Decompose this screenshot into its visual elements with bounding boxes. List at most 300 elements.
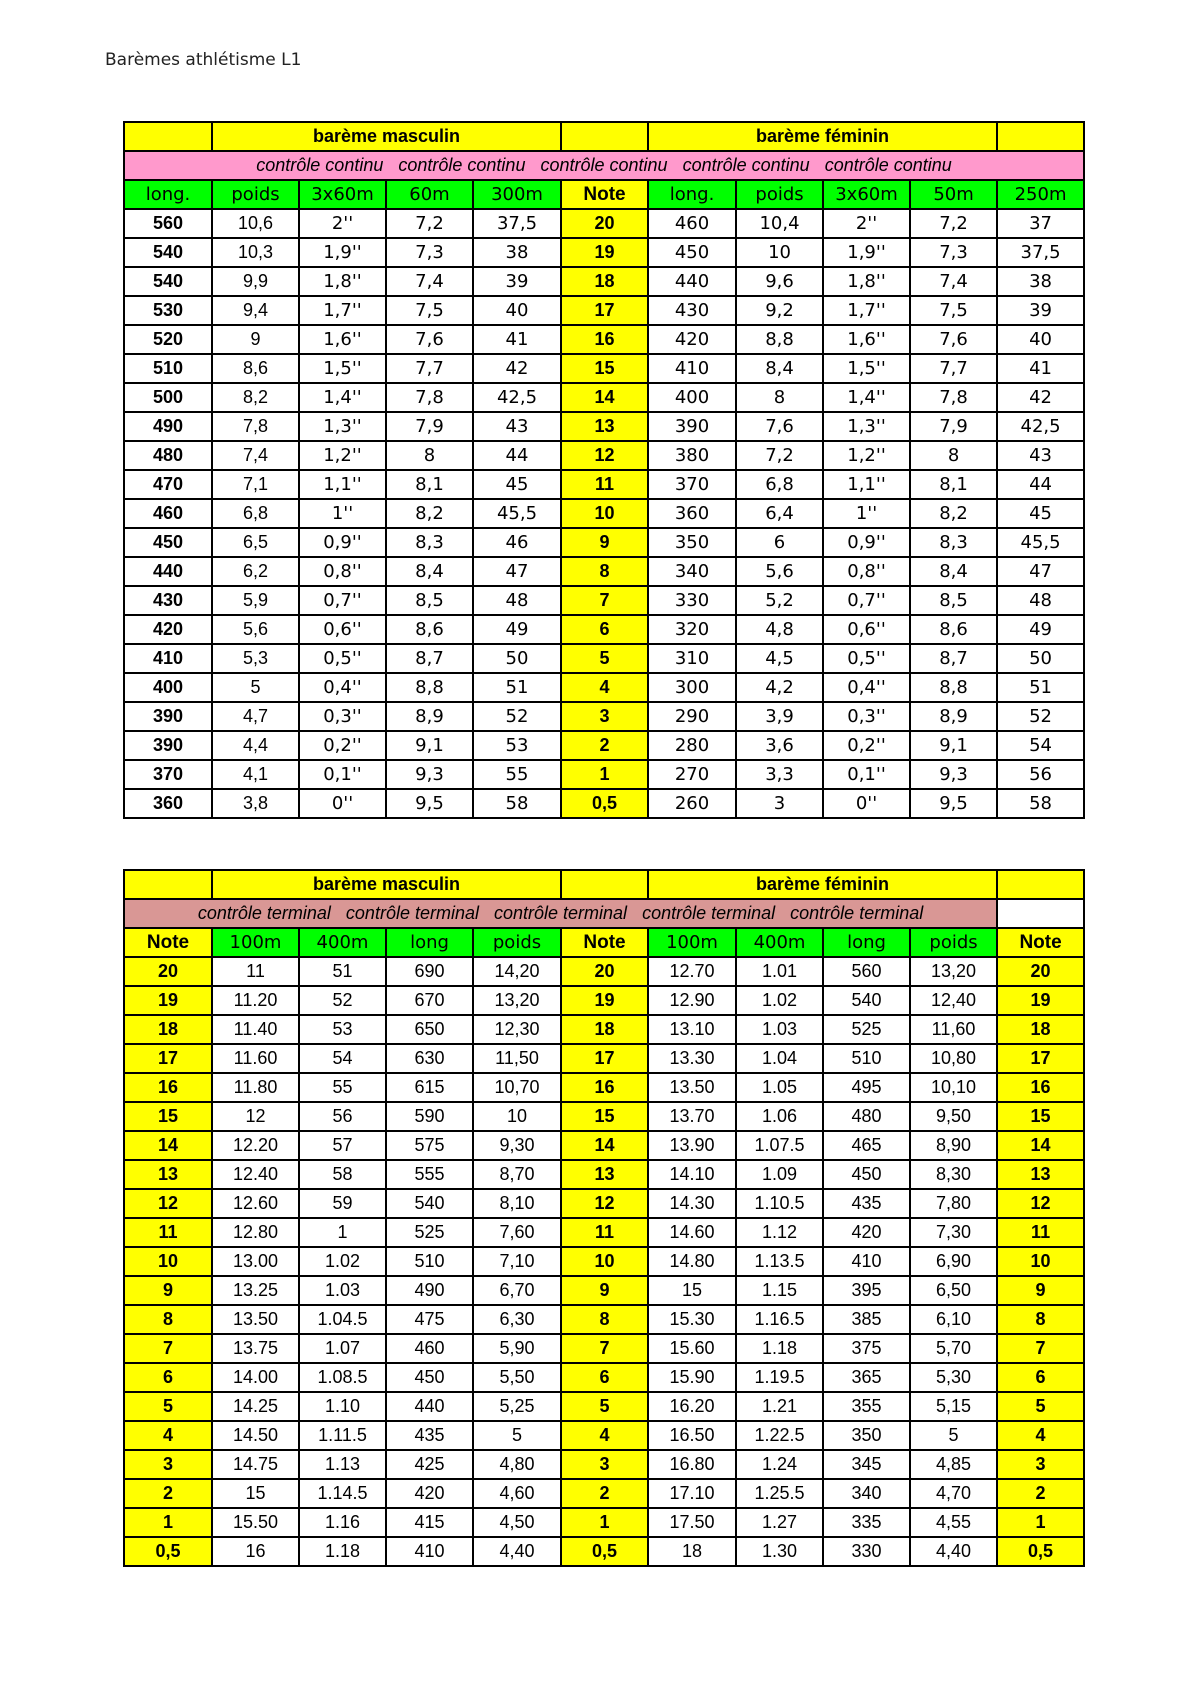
- value-cell: 42,5: [473, 383, 561, 412]
- note-cell: 10: [124, 1247, 212, 1276]
- value-cell: 560: [823, 957, 910, 986]
- value-cell: 9,1: [910, 731, 997, 760]
- value-cell: 7,7: [386, 354, 473, 383]
- value-cell: 1.02: [736, 986, 823, 1015]
- value-cell: 7,4: [910, 267, 997, 296]
- value-cell: 510: [124, 354, 212, 383]
- value-cell: 15: [648, 1276, 736, 1305]
- table-row: [124, 1334, 1084, 1363]
- note-cell: 15: [561, 1102, 648, 1131]
- value-cell: 55: [299, 1073, 386, 1102]
- value-cell: 260: [648, 789, 736, 818]
- value-cell: 15.90: [648, 1363, 736, 1392]
- value-cell: 1.27: [736, 1508, 823, 1537]
- note-cell: 2: [561, 1479, 648, 1508]
- note-cell: 19: [561, 986, 648, 1015]
- value-cell: 6,70: [473, 1276, 561, 1305]
- note-cell: 16: [561, 325, 648, 354]
- value-cell: 39: [997, 296, 1084, 325]
- section-feminin-label: barème féminin: [648, 870, 997, 899]
- control-type-label: contrôle terminal: [197, 903, 331, 923]
- column-header: 3x60m: [823, 180, 910, 209]
- table-row: [124, 1218, 1084, 1247]
- note-cell: 4: [124, 1421, 212, 1450]
- value-cell: 9,1: [386, 731, 473, 760]
- note-cell: 8: [561, 1305, 648, 1334]
- value-cell: 310: [648, 644, 736, 673]
- value-cell: 465: [823, 1131, 910, 1160]
- value-cell: 440: [648, 267, 736, 296]
- value-cell: 45,5: [997, 528, 1084, 557]
- value-cell: 490: [386, 1276, 473, 1305]
- note-cell: 3: [124, 1450, 212, 1479]
- note-cell: 11: [124, 1218, 212, 1247]
- value-cell: 9: [212, 325, 299, 354]
- table-row: [124, 238, 1084, 267]
- value-cell: 4,4: [212, 731, 299, 760]
- table-row: [124, 1102, 1084, 1131]
- value-cell: 7,3: [386, 238, 473, 267]
- value-cell: 51: [299, 957, 386, 986]
- note-cell: 9: [561, 528, 648, 557]
- value-cell: 7,4: [212, 441, 299, 470]
- value-cell: 8,8: [910, 673, 997, 702]
- value-cell: 0,7'': [299, 586, 386, 615]
- value-cell: 8,90: [910, 1131, 997, 1160]
- table-row: [124, 354, 1084, 383]
- value-cell: 8,4: [386, 557, 473, 586]
- table-row: [124, 528, 1084, 557]
- value-cell: 43: [473, 412, 561, 441]
- value-cell: 1.02: [299, 1247, 386, 1276]
- value-cell: 13.10: [648, 1015, 736, 1044]
- value-cell: 56: [997, 760, 1084, 789]
- control-type-label: contrôle terminal: [790, 903, 924, 923]
- note-cell: 4: [561, 673, 648, 702]
- note-cell: 10: [561, 1247, 648, 1276]
- table-row: [124, 1189, 1084, 1218]
- value-cell: 8,8: [736, 325, 823, 354]
- section-spacer: [997, 870, 1084, 899]
- value-cell: 8,70: [473, 1160, 561, 1189]
- value-cell: 39: [473, 267, 561, 296]
- column-header: 250m: [997, 180, 1084, 209]
- value-cell: 335: [823, 1508, 910, 1537]
- value-cell: 11.20: [212, 986, 299, 1015]
- value-cell: 560: [124, 209, 212, 238]
- value-cell: 430: [124, 586, 212, 615]
- value-cell: 59: [299, 1189, 386, 1218]
- value-cell: 0'': [823, 789, 910, 818]
- note-cell: 6: [561, 1363, 648, 1392]
- value-cell: 6,30: [473, 1305, 561, 1334]
- value-cell: 12.60: [212, 1189, 299, 1218]
- value-cell: 43: [997, 441, 1084, 470]
- table-row: [124, 1508, 1084, 1537]
- column-header: 60m: [386, 180, 473, 209]
- table-row: [124, 1392, 1084, 1421]
- value-cell: 6,50: [910, 1276, 997, 1305]
- value-cell: 8,7: [910, 644, 997, 673]
- value-cell: 49: [473, 615, 561, 644]
- value-cell: 7,6: [386, 325, 473, 354]
- value-cell: 410: [823, 1247, 910, 1276]
- value-cell: 8,6: [212, 354, 299, 383]
- value-cell: 1.25.5: [736, 1479, 823, 1508]
- value-cell: 475: [386, 1305, 473, 1334]
- note-cell: 9: [561, 1276, 648, 1305]
- note-cell: 12: [997, 1189, 1084, 1218]
- value-cell: 13,20: [910, 957, 997, 986]
- value-cell: 540: [823, 986, 910, 1015]
- value-cell: 1,8'': [823, 267, 910, 296]
- value-cell: 7,30: [910, 1218, 997, 1247]
- note-cell: 9: [997, 1276, 1084, 1305]
- value-cell: 10,10: [910, 1073, 997, 1102]
- table-row: [124, 499, 1084, 528]
- value-cell: 1.15: [736, 1276, 823, 1305]
- value-cell: 1.13: [299, 1450, 386, 1479]
- note-cell: 10: [561, 499, 648, 528]
- value-cell: 575: [386, 1131, 473, 1160]
- table-row: [124, 1247, 1084, 1276]
- value-cell: 1,4'': [823, 383, 910, 412]
- value-cell: 1.06: [736, 1102, 823, 1131]
- value-cell: 37,5: [473, 209, 561, 238]
- value-cell: 40: [473, 296, 561, 325]
- value-cell: 450: [648, 238, 736, 267]
- value-cell: 4,7: [212, 702, 299, 731]
- value-cell: 46: [473, 528, 561, 557]
- value-cell: 530: [124, 296, 212, 325]
- value-cell: 1.03: [299, 1276, 386, 1305]
- value-cell: 1,1'': [299, 470, 386, 499]
- value-cell: 1,6'': [299, 325, 386, 354]
- value-cell: 3,8: [212, 789, 299, 818]
- note-cell: 2: [124, 1479, 212, 1508]
- value-cell: 0,8'': [823, 557, 910, 586]
- value-cell: 510: [386, 1247, 473, 1276]
- value-cell: 290: [648, 702, 736, 731]
- value-cell: 380: [648, 441, 736, 470]
- section-spacer: [561, 870, 648, 899]
- value-cell: 5,6: [212, 615, 299, 644]
- note-cell: 7: [561, 1334, 648, 1363]
- value-cell: 1.24: [736, 1450, 823, 1479]
- note-cell: 12: [561, 1189, 648, 1218]
- control-type-label: contrôle terminal: [345, 903, 479, 923]
- control-type-label: contrôle continu: [540, 155, 668, 175]
- value-cell: 18: [648, 1537, 736, 1566]
- value-cell: 58: [473, 789, 561, 818]
- table-row: [124, 1479, 1084, 1508]
- value-cell: 330: [823, 1537, 910, 1566]
- value-cell: 1.12: [736, 1218, 823, 1247]
- value-cell: 14.80: [648, 1247, 736, 1276]
- table-row: [124, 644, 1084, 673]
- value-cell: 5,50: [473, 1363, 561, 1392]
- value-cell: 440: [386, 1392, 473, 1421]
- value-cell: 10: [473, 1102, 561, 1131]
- table-row: [124, 296, 1084, 325]
- note-cell: 11: [561, 1218, 648, 1247]
- value-cell: 0,1'': [823, 760, 910, 789]
- value-cell: 40: [997, 325, 1084, 354]
- value-cell: 42: [473, 354, 561, 383]
- value-cell: 13.25: [212, 1276, 299, 1305]
- note-cell: 3: [561, 702, 648, 731]
- value-cell: 6,10: [910, 1305, 997, 1334]
- column-header: Note: [124, 928, 212, 957]
- control-type-spacer: [997, 899, 1084, 928]
- note-cell: 17: [997, 1044, 1084, 1073]
- column-header: 3x60m: [299, 180, 386, 209]
- value-cell: 9,3: [386, 760, 473, 789]
- value-cell: 450: [823, 1160, 910, 1189]
- table-row: [124, 1276, 1084, 1305]
- value-cell: 41: [997, 354, 1084, 383]
- table-row: [124, 1044, 1084, 1073]
- value-cell: 8,1: [386, 470, 473, 499]
- value-cell: 320: [648, 615, 736, 644]
- note-cell: 19: [124, 986, 212, 1015]
- table-row: [124, 615, 1084, 644]
- value-cell: 13.70: [648, 1102, 736, 1131]
- note-cell: 5: [124, 1392, 212, 1421]
- value-cell: 41: [473, 325, 561, 354]
- section-masculin-label: barème masculin: [212, 122, 561, 151]
- note-cell: 0,5: [124, 1537, 212, 1566]
- value-cell: 56: [299, 1102, 386, 1131]
- value-cell: 38: [997, 267, 1084, 296]
- note-cell: 17: [561, 1044, 648, 1073]
- value-cell: 1.30: [736, 1537, 823, 1566]
- value-cell: 9,5: [386, 789, 473, 818]
- note-cell: 19: [561, 238, 648, 267]
- value-cell: 1.07.5: [736, 1131, 823, 1160]
- value-cell: 6,5: [212, 528, 299, 557]
- value-cell: 480: [124, 441, 212, 470]
- value-cell: 0,4'': [299, 673, 386, 702]
- value-cell: 11.40: [212, 1015, 299, 1044]
- value-cell: 4,8: [736, 615, 823, 644]
- value-cell: 47: [473, 557, 561, 586]
- value-cell: 7,2: [910, 209, 997, 238]
- note-cell: 17: [561, 296, 648, 325]
- section-masculin-label: barème masculin: [212, 870, 561, 899]
- value-cell: 1,5'': [299, 354, 386, 383]
- note-cell: 12: [124, 1189, 212, 1218]
- note-cell: 1: [561, 1508, 648, 1537]
- bareme-table-controle-terminal: [123, 869, 1085, 1567]
- value-cell: 4,70: [910, 1479, 997, 1508]
- value-cell: 1.14.5: [299, 1479, 386, 1508]
- value-cell: 0,2'': [823, 731, 910, 760]
- note-cell: 18: [997, 1015, 1084, 1044]
- note-cell: 19: [997, 986, 1084, 1015]
- value-cell: 13.50: [648, 1073, 736, 1102]
- value-cell: 420: [648, 325, 736, 354]
- value-cell: 0,6'': [299, 615, 386, 644]
- value-cell: 44: [997, 470, 1084, 499]
- value-cell: 4,80: [473, 1450, 561, 1479]
- value-cell: 8,10: [473, 1189, 561, 1218]
- value-cell: 12.40: [212, 1160, 299, 1189]
- note-cell: 1: [561, 760, 648, 789]
- value-cell: 38: [473, 238, 561, 267]
- column-header: long: [386, 928, 473, 957]
- control-type-label: contrôle continu: [256, 155, 384, 175]
- note-cell: 18: [561, 1015, 648, 1044]
- column-header: 400m: [736, 928, 823, 957]
- value-cell: 54: [299, 1044, 386, 1073]
- value-cell: 7,2: [386, 209, 473, 238]
- note-cell: 13: [997, 1160, 1084, 1189]
- table-row: [124, 1305, 1084, 1334]
- value-cell: 4,1: [212, 760, 299, 789]
- value-cell: 0,5'': [299, 644, 386, 673]
- value-cell: 11.60: [212, 1044, 299, 1073]
- value-cell: 1,4'': [299, 383, 386, 412]
- value-cell: 42,5: [997, 412, 1084, 441]
- section-feminin-label: barème féminin: [648, 122, 997, 151]
- note-cell: 2: [997, 1479, 1084, 1508]
- value-cell: 9,2: [736, 296, 823, 325]
- value-cell: 1.01: [736, 957, 823, 986]
- value-cell: 51: [473, 673, 561, 702]
- value-cell: 370: [648, 470, 736, 499]
- note-cell: 0,5: [997, 1537, 1084, 1566]
- note-cell: 20: [124, 957, 212, 986]
- table-row: [124, 760, 1084, 789]
- column-header: long: [823, 928, 910, 957]
- table-row: [124, 383, 1084, 412]
- value-cell: 4,40: [910, 1537, 997, 1566]
- value-cell: 9,3: [910, 760, 997, 789]
- column-header: 400m: [299, 928, 386, 957]
- value-cell: 7,2: [736, 441, 823, 470]
- value-cell: 5,90: [473, 1334, 561, 1363]
- value-cell: 45: [473, 470, 561, 499]
- note-cell: 16: [124, 1073, 212, 1102]
- value-cell: 670: [386, 986, 473, 1015]
- value-cell: 540: [386, 1189, 473, 1218]
- value-cell: 12.20: [212, 1131, 299, 1160]
- value-cell: 58: [299, 1160, 386, 1189]
- value-cell: 1,7'': [299, 296, 386, 325]
- value-cell: 48: [997, 586, 1084, 615]
- page-title: Barèmes athlétisme L1: [105, 50, 302, 70]
- value-cell: 1.07: [299, 1334, 386, 1363]
- value-cell: 2'': [823, 209, 910, 238]
- value-cell: 630: [386, 1044, 473, 1073]
- value-cell: 12,40: [910, 986, 997, 1015]
- note-cell: 7: [561, 586, 648, 615]
- value-cell: 390: [124, 702, 212, 731]
- table-row: [124, 325, 1084, 354]
- value-cell: 50: [997, 644, 1084, 673]
- value-cell: 57: [299, 1131, 386, 1160]
- value-cell: 1'': [299, 499, 386, 528]
- value-cell: 7,80: [910, 1189, 997, 1218]
- value-cell: 1.10: [299, 1392, 386, 1421]
- value-cell: 14.60: [648, 1218, 736, 1247]
- value-cell: 420: [386, 1479, 473, 1508]
- value-cell: 435: [823, 1189, 910, 1218]
- table-row: [124, 702, 1084, 731]
- value-cell: 47: [997, 557, 1084, 586]
- value-cell: 3,3: [736, 760, 823, 789]
- column-header: poids: [212, 180, 299, 209]
- value-cell: 13.90: [648, 1131, 736, 1160]
- note-cell: 7: [997, 1334, 1084, 1363]
- value-cell: 7,4: [386, 267, 473, 296]
- value-cell: 370: [124, 760, 212, 789]
- section-spacer: [997, 122, 1084, 151]
- value-cell: 16.80: [648, 1450, 736, 1479]
- value-cell: 42: [997, 383, 1084, 412]
- value-cell: 8,3: [386, 528, 473, 557]
- table-row: [124, 1537, 1084, 1566]
- value-cell: 1.04.5: [299, 1305, 386, 1334]
- value-cell: 10,4: [736, 209, 823, 238]
- note-cell: 13: [561, 412, 648, 441]
- table-row: [124, 1131, 1084, 1160]
- value-cell: 7,8: [910, 383, 997, 412]
- column-header: 100m: [648, 928, 736, 957]
- note-cell: 3: [997, 1450, 1084, 1479]
- value-cell: 435: [386, 1421, 473, 1450]
- control-type-label: contrôle continu: [398, 155, 526, 175]
- value-cell: 8: [736, 383, 823, 412]
- column-header: poids: [736, 180, 823, 209]
- value-cell: 44: [473, 441, 561, 470]
- value-cell: 51: [997, 673, 1084, 702]
- value-cell: 365: [823, 1363, 910, 1392]
- value-cell: 420: [124, 615, 212, 644]
- value-cell: 1.16: [299, 1508, 386, 1537]
- value-cell: 1.16.5: [736, 1305, 823, 1334]
- value-cell: 460: [648, 209, 736, 238]
- note-cell: 3: [561, 1450, 648, 1479]
- value-cell: 6,90: [910, 1247, 997, 1276]
- value-cell: 48: [473, 586, 561, 615]
- column-header: Note: [997, 928, 1084, 957]
- value-cell: 410: [386, 1537, 473, 1566]
- value-cell: 330: [648, 586, 736, 615]
- value-cell: 5: [212, 673, 299, 702]
- value-cell: 0,9'': [299, 528, 386, 557]
- note-cell: 14: [997, 1131, 1084, 1160]
- table-row: [124, 986, 1084, 1015]
- value-cell: 470: [124, 470, 212, 499]
- note-cell: 7: [124, 1334, 212, 1363]
- table-row: [124, 1160, 1084, 1189]
- value-cell: 0,1'': [299, 760, 386, 789]
- note-cell: 1: [997, 1508, 1084, 1537]
- column-header: 100m: [212, 928, 299, 957]
- value-cell: 390: [648, 412, 736, 441]
- note-cell: 13: [561, 1160, 648, 1189]
- value-cell: 1.04: [736, 1044, 823, 1073]
- value-cell: 460: [386, 1334, 473, 1363]
- value-cell: 13.75: [212, 1334, 299, 1363]
- value-cell: 8,5: [386, 586, 473, 615]
- value-cell: 1.03: [736, 1015, 823, 1044]
- value-cell: 340: [823, 1479, 910, 1508]
- value-cell: 37: [997, 209, 1084, 238]
- value-cell: 340: [648, 557, 736, 586]
